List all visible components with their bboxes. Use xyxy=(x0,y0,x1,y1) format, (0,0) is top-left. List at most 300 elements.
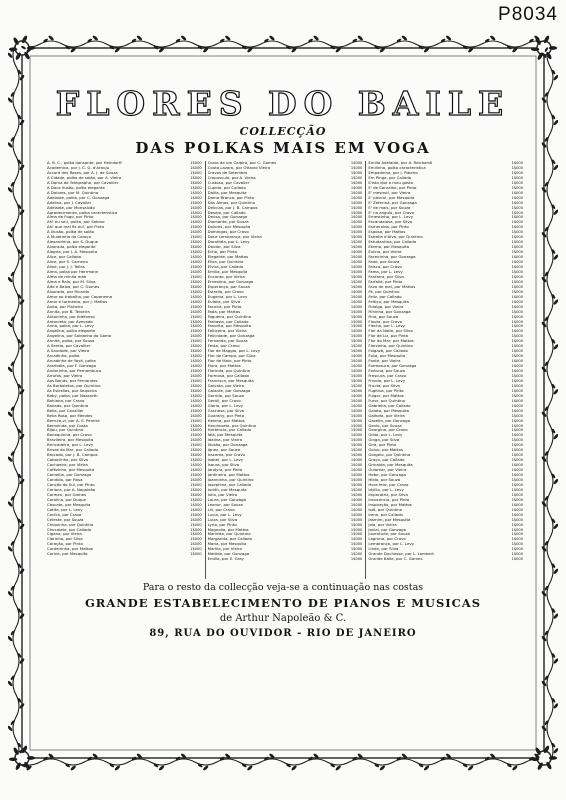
polka-title: Gaivota, por Vieira xyxy=(207,383,245,388)
polka-title: Araribóia, por F. Gonzaga xyxy=(47,364,97,369)
polka-title: Feliz, por Callado xyxy=(368,294,402,299)
polka-title: Faceirinha, por Gonzaga xyxy=(368,255,416,260)
polka-price: 1$000 xyxy=(511,497,523,502)
polka-title: Bella, por Cavallier xyxy=(47,408,84,413)
polka-price: 1$000 xyxy=(190,210,202,215)
polka-price: 1$000 xyxy=(350,482,363,487)
polka-price: 1$000 xyxy=(511,225,523,230)
polka-title: Camellia, por Gonzaga xyxy=(47,473,92,478)
polka-price: 1$000 xyxy=(350,552,363,557)
polka-price: 1$000 xyxy=(350,319,363,324)
polka-title: Esmeralda, por Pinto xyxy=(368,225,409,230)
polka-price: 1$000 xyxy=(511,359,523,364)
polka-price: 1$000 xyxy=(511,294,523,299)
polka-title: Idalina, por Vieira xyxy=(207,438,242,443)
polka-title: Emilia Adelaide, por A. Reichardt xyxy=(368,161,433,165)
polka-title: Galante, por Gonzaga xyxy=(207,388,251,393)
polka-price: 1$000 xyxy=(190,463,202,468)
polka-price: 1$000 xyxy=(350,190,363,195)
polka-price: 1$000 xyxy=(190,364,202,369)
polka-title: Helena, por Mattos xyxy=(207,418,245,423)
polka-title: E' de mais, por Souza xyxy=(368,205,411,210)
polka-title: Luiza, por Silva xyxy=(207,517,238,522)
polka-title: Dorothéa, por L. Levy xyxy=(207,240,250,245)
polka-title: A Dama do Telegrapho, por Cavallier xyxy=(47,180,119,185)
polka-price: 1$000 xyxy=(350,354,363,359)
polka-title: Arcadinha, polka xyxy=(47,354,80,359)
polka-title: Matilde, por Gonzaga xyxy=(207,552,250,557)
polka-title: Grinalda, por Mesquita xyxy=(368,463,413,468)
polka-title: Canção do Sul, por Pinto xyxy=(47,482,95,487)
polka-title: Flauta, por Cravo xyxy=(368,319,402,324)
polka-title: Idyllio, por L. Levy xyxy=(368,487,404,492)
polka-title: Das Almas, por Quintino xyxy=(207,200,255,205)
polka-title: Catita, por L. Levy xyxy=(47,507,83,512)
polka-price: 1$000 xyxy=(350,205,363,210)
polka-price: 1$000 xyxy=(511,354,523,359)
polka-title: Emilinha, polka caracteristica xyxy=(368,165,426,170)
polka-price: 1$000 xyxy=(511,334,523,339)
polka-title: Carmen, por Gomes xyxy=(47,492,87,497)
listing-column-3 xyxy=(368,161,523,579)
polka-price: 1$000 xyxy=(190,329,202,334)
polka-title: E' Zeferina, por Gonzaga xyxy=(368,200,417,205)
polka-price: 1$000 xyxy=(511,324,523,329)
polka-price: 1$000 xyxy=(190,428,202,433)
polka-price: 1$000 xyxy=(190,294,202,299)
polka-title: Guiomar, por Vieira xyxy=(368,468,407,473)
polka-price: 1$000 xyxy=(190,542,202,547)
polka-title: Filhinha, por Gonzaga xyxy=(368,309,411,314)
list-item xyxy=(47,552,202,557)
polka-title: Guarany, por Pinto xyxy=(207,413,245,418)
polka-price: 1$000 xyxy=(190,398,202,403)
polka-price: 1$000 xyxy=(190,418,202,423)
polka-price: 1$000 xyxy=(511,423,523,428)
polka-price: 1$000 xyxy=(350,314,363,319)
polka-price: 1$000 xyxy=(511,468,523,473)
polka-price: 1$000 xyxy=(511,473,523,478)
polka-title: Marilia, por Vieira xyxy=(207,547,242,552)
polka-price: 1$000 xyxy=(511,369,523,374)
polka-title: Furor, por Quintino xyxy=(368,398,406,403)
polka-price: 1$000 xyxy=(190,161,202,165)
polka-price: 1$000 xyxy=(350,170,363,175)
polka-price: 1$000 xyxy=(350,294,363,299)
polka-price: 1$000 xyxy=(190,383,202,388)
polka-title: Brazileira, por Mesquita xyxy=(47,438,94,443)
polka-price: 1$000 xyxy=(350,220,363,225)
polka-title: Em Pinga, por Callado xyxy=(368,175,412,180)
polka-price: 1$000 xyxy=(190,274,202,279)
polka-price: 1$000 xyxy=(511,507,523,512)
polka-price: 1$000 xyxy=(511,299,523,304)
publisher-establishment: GRANDE ESTABELECIMENTO DE PIANOS E MUSICAS xyxy=(84,596,482,610)
polka-price: 1$000 xyxy=(190,309,202,314)
polka-price: 1$000 xyxy=(190,537,202,542)
polka-title: Esposa, por Mattos xyxy=(368,230,406,235)
polka-price: 1$000 xyxy=(350,165,363,170)
polka-price: 1$000 xyxy=(350,185,363,190)
polka-title: Formosura, por Gonzaga xyxy=(368,364,417,369)
polka-price: 1$000 xyxy=(350,537,363,542)
polka-title: Clarinha, por Silva xyxy=(47,537,83,542)
polka-title: A. B. C., polka dansante, por Heindorff xyxy=(47,161,122,165)
polka-price: 1$000 xyxy=(190,195,202,200)
polka-title: Fé, por Quintino xyxy=(368,289,400,294)
polka-price: 1$000 xyxy=(190,443,202,448)
polka-title: Alma e Raio, por M. Silva xyxy=(47,279,96,284)
polka-title: Flecha, por L. Levy xyxy=(368,324,405,329)
polka-title: Gazella, por Gonzaga xyxy=(368,418,411,423)
polka-title: Jardineira, por Mattos xyxy=(207,473,250,478)
polka-title: Dama Branca, por Pinto xyxy=(207,195,254,200)
polka-title: Goivo, por Mattos xyxy=(368,448,403,453)
polka-title: Iaiá, por Mesquita xyxy=(207,433,243,438)
polka-listing xyxy=(47,161,523,579)
polka-title: Isabel, por L. Levy xyxy=(207,458,244,463)
polka-price: 1$000 xyxy=(511,255,523,260)
polka-price: 1$000 xyxy=(350,180,363,185)
polka-title: Graça, por Callado xyxy=(368,458,405,463)
polka-price: 1$000 xyxy=(511,314,523,319)
polka-price: 1$000 xyxy=(511,522,523,527)
polka-title: Lyrio, por Pinto xyxy=(207,522,237,527)
polka-price: 1$000 xyxy=(350,255,363,260)
polka-title: Ernestinha, por L. Levy xyxy=(368,215,414,220)
polka-title: Bonequinha, por Cravo xyxy=(47,433,92,438)
polka-price: 1$000 xyxy=(190,230,202,235)
polka-price: 1$000 xyxy=(190,245,202,250)
polka-price: 1$000 xyxy=(350,428,363,433)
polka-price: 1$000 xyxy=(350,245,363,250)
polka-price: 1$000 xyxy=(350,542,363,547)
polka-price: 1$000 xyxy=(511,463,523,468)
polka-title: Fada, por Mattos xyxy=(207,309,241,314)
polka-price: 1$000 xyxy=(511,364,523,369)
polka-title: Hebe, por Gonzaga xyxy=(368,473,406,478)
polka-title: Elisa, por Quintino xyxy=(207,260,244,265)
polka-title: Georgina, por Cravo xyxy=(368,428,408,433)
polka-price: 1$000 xyxy=(350,453,363,458)
polka-price: 1$000 xyxy=(350,408,363,413)
polka-title: Laura, por Gonzaga xyxy=(207,497,246,502)
polka-title: Cigana, por Vieira xyxy=(47,532,82,537)
polka-price: 1$000 xyxy=(190,378,202,383)
polka-title: Lucia, por L. Levy xyxy=(207,512,242,517)
polka-title: Esperança, por Souza xyxy=(207,284,250,289)
polka-title: Ioiô, por Quintino xyxy=(368,507,403,512)
polka-title: Inspiração, por Mattos xyxy=(368,502,412,507)
polka-price: 1$000 xyxy=(190,260,202,265)
polka-price: 1$000 xyxy=(511,180,523,185)
polka-price: 1$000 xyxy=(511,319,523,324)
polka-title: Cachoeira, por Vieira xyxy=(47,463,88,468)
polka-title: Elvira, por Callado xyxy=(207,265,244,270)
polka-price: 1$000 xyxy=(511,289,523,294)
polka-price: 1$000 xyxy=(511,240,523,245)
polka-title: Coração, por Pinto xyxy=(47,542,83,547)
polka-title: Alegria, por J. A. Mesquita xyxy=(47,250,98,255)
polka-title: Fructa, por Silva xyxy=(368,383,400,388)
polka-price: 1$000 xyxy=(190,349,202,354)
polka-price: 1$000 xyxy=(190,215,202,220)
polka-price: 1$000 xyxy=(190,497,202,502)
polka-price: 1$000 xyxy=(511,339,523,344)
polka-title: Illusão, por Gonzaga xyxy=(207,443,248,448)
polka-title: Jovial, por Gonzaga xyxy=(368,527,407,532)
polka-title: Cravos de Setembro xyxy=(207,170,248,175)
polka-title: Fugitiva, por Pinto xyxy=(368,388,404,393)
polka-price: 1$000 xyxy=(350,418,363,423)
polka-title: Imperatriz, por Silva xyxy=(368,492,408,497)
polka-title: Henriqueta, por Quintino xyxy=(207,423,257,428)
polka-price: 1$000 xyxy=(350,200,363,205)
polka-title: Fernanda, por Souza xyxy=(207,339,248,344)
polka-title: Cordeirinha, por Mattos xyxy=(47,547,93,552)
polka-title: Irene, por Callado xyxy=(368,512,403,517)
polka-price: 1$000 xyxy=(511,329,523,334)
polka-title: Flor da Noite, por Silva xyxy=(368,329,413,334)
polka-title: Bem-te-vi, por A. S. Pereira xyxy=(47,418,100,423)
polka-price: 1$000 xyxy=(511,383,523,388)
polka-title: Adelaide, por Monsalvão xyxy=(47,205,95,210)
polka-price: 1$000 xyxy=(350,487,363,492)
polka-title: Joanninha, por Quintino xyxy=(207,478,254,482)
polka-price: 1$000 xyxy=(350,532,363,537)
polka-price: 1$000 xyxy=(350,269,363,274)
polka-title: Alice, por Callado xyxy=(47,255,82,260)
polka-title: Jandyra, por Pinto xyxy=(207,468,243,473)
polka-title: Brisas do Mar, por Callado xyxy=(47,448,99,453)
polka-title: Ginga, por Silva xyxy=(368,438,400,443)
continuation-note: Para o resto da collecção veja-se a continuação nas costas xyxy=(142,582,424,593)
polka-price: 1$000 xyxy=(190,408,202,413)
polka-title: Antoninha, por Ildefonso xyxy=(47,314,95,319)
polka-price: 1$000 xyxy=(511,492,523,497)
polka-price: 1$000 xyxy=(511,393,523,398)
polka-title: Escandalosa, por Silva xyxy=(368,220,413,225)
polka-price: 1$000 xyxy=(511,304,523,309)
polka-title: Andorinha, por Pernambuco xyxy=(47,369,102,374)
polka-title: E'isto que o meu gosto xyxy=(368,180,413,185)
polka-title: Grande Baile, por C. Gomes xyxy=(368,557,423,562)
polka-price: 1$000 xyxy=(511,527,523,532)
polka-title: Innocencia, por Pinto xyxy=(368,497,410,502)
polka-title: Empadinha, por J. Ribeiro xyxy=(368,170,418,175)
polka-title: Antonieta, por Azevedo xyxy=(47,319,93,324)
polka-title: Doce Lembrança, por Vieira xyxy=(207,235,262,240)
polka-title: A illusão, polka de salão xyxy=(47,230,94,235)
polka-price: 1$000 xyxy=(190,175,202,180)
polka-price: 1$000 xyxy=(350,230,363,235)
polka-price: 1$000 xyxy=(190,319,202,324)
polka-title: Festa, por Cravo xyxy=(207,344,240,349)
polka-price: 1$000 xyxy=(190,478,202,482)
polka-price: 1$000 xyxy=(511,478,523,482)
polka-title: Juventude, por Souza xyxy=(368,532,410,537)
polka-title: Fortuna, por Souza xyxy=(368,369,406,374)
polka-title: Ernestina, por Gonzaga xyxy=(207,279,254,284)
polka-title: Bella Rosa, por Mendes xyxy=(47,413,93,418)
polka-price: 1$000 xyxy=(350,175,363,180)
polka-title: Alma de minha mãe xyxy=(47,274,87,279)
polka-title: Elegante, por Mattos xyxy=(207,255,249,260)
polka-title: Margarida, por Callado xyxy=(207,537,252,542)
polka-title: Eulalia, por Silva xyxy=(207,299,241,304)
polka-price: 1$000 xyxy=(350,225,363,230)
polka-price: 1$000 xyxy=(511,245,523,250)
polka-title: Custosa, por Cavalier xyxy=(207,180,250,185)
polka-title: Estrella d'Alva, por Quintino xyxy=(368,235,423,240)
polka-price: 1$000 xyxy=(190,354,202,359)
polka-price: 1$000 xyxy=(350,329,363,334)
polka-title: Alma de Fogo, por Pinto xyxy=(47,215,94,220)
polka-title: Desejo, por Callado xyxy=(207,210,246,215)
polka-price: 1$000 xyxy=(190,314,202,319)
main-title: FLORES DO BAILE xyxy=(55,84,511,123)
polka-title: A Sereia, por Cavallier xyxy=(47,344,91,349)
polka-title: Cecilia, por Cravo xyxy=(47,512,82,517)
polka-title: Farfalla, por Pinto xyxy=(368,279,403,284)
polka-price: 1$000 xyxy=(190,433,202,438)
polka-price: 1$000 xyxy=(190,359,202,364)
polka-price: 1$000 xyxy=(511,502,523,507)
polka-price: 1$000 xyxy=(350,423,363,428)
polka-title: Emilia, por Mesquita xyxy=(207,269,248,274)
polka-price: 1$000 xyxy=(350,403,363,408)
polka-title: Gabriella, por Callado xyxy=(368,403,411,408)
polka-price: 1$000 xyxy=(350,497,363,502)
polka-title: Aos Bonds, por Fernandes xyxy=(47,378,98,383)
polka-title: Couto Lazaro, por Ottavio Vieira xyxy=(207,165,271,170)
polka-price: 1$000 xyxy=(511,547,523,552)
polka-price: 1$000 xyxy=(190,502,202,507)
polka-price: 1$000 xyxy=(190,284,202,289)
polka-price: 1$000 xyxy=(190,200,202,205)
polka-price: 1$000 xyxy=(190,240,202,245)
polka-price: 1$000 xyxy=(190,304,202,309)
polka-price: 1$000 xyxy=(511,260,523,265)
polka-title: Judith, por Mesquita xyxy=(207,487,247,492)
polka-title: Bijou, por Quintino xyxy=(47,428,84,433)
polka-price: 1$000 xyxy=(511,552,523,557)
polka-title: Francisca, por Mesquita xyxy=(207,378,254,383)
collection-heading: DAS POLKAS MAIS EM VOGA xyxy=(135,139,431,157)
polka-price: 1$000 xyxy=(350,344,363,349)
polka-price: 1$000 xyxy=(511,274,523,279)
polka-title: Arcadinha de Yayá, polka xyxy=(47,359,96,364)
polka-title: As Estrellas, por Sequeira xyxy=(47,388,97,393)
polka-price: 1$000 xyxy=(511,200,523,205)
polka-title: Annita, polka, por Sousa xyxy=(47,339,95,344)
polka-price: 1$000 xyxy=(350,274,363,279)
polka-price: 1$000 xyxy=(190,324,202,329)
polka-title: Josephina, por Callado xyxy=(207,482,252,487)
polka-price: 1$000 xyxy=(190,265,202,270)
polka-title: Deusa, por Gonzaga xyxy=(207,215,248,220)
polka-price: 1$000 xyxy=(190,507,202,512)
polka-title: Alexandrina, por S. Duque xyxy=(47,240,99,245)
polka-price: 1$000 xyxy=(350,378,363,383)
polka-title: Alvorada, por Ricardo xyxy=(47,289,90,294)
polka-price: 1$000 xyxy=(511,542,523,547)
polka-title: Fulgor, por Mattos xyxy=(368,393,404,398)
polka-title: Carioca, por A. Napoleão xyxy=(47,487,96,492)
polka-price: 1$000 xyxy=(350,522,363,527)
polka-price: 1$000 xyxy=(511,279,523,284)
polka-price: 1$000 xyxy=(350,284,363,289)
polka-price: 1$000 xyxy=(190,339,202,344)
polka-title: Encanto, por Vieira xyxy=(207,274,245,279)
polka-title: Flor de Maio, por Pinto xyxy=(207,359,252,364)
polka-price: 1$000 xyxy=(511,398,523,403)
polka-price: 1$000 xyxy=(511,413,523,418)
polka-price: 1$000 xyxy=(350,265,363,270)
polka-price: 1$000 xyxy=(350,324,363,329)
polka-title: Angelina, por Saldanha da Gama xyxy=(47,334,112,339)
polka-price: 1$000 xyxy=(350,235,363,240)
polka-price: 1$000 xyxy=(190,220,202,225)
polka-price: 1$000 xyxy=(190,482,202,487)
catalog-id-stamp: P8034 xyxy=(498,4,558,25)
polka-price: 1$000 xyxy=(190,438,202,443)
polka-price: 1$000 xyxy=(190,344,202,349)
polka-title: Bemvinda, por Costa xyxy=(47,423,88,428)
polka-price: 1$000 xyxy=(190,492,202,497)
polka-title: Fonte, por Vieira xyxy=(368,359,401,364)
polka-price: 1$000 xyxy=(350,438,363,443)
polka-price: 1$000 xyxy=(511,408,523,413)
polka-price: 1$000 xyxy=(190,235,202,240)
polka-title: Feitiço, por Mesquita xyxy=(368,299,409,304)
polka-title: Hora feliz, por Cravo xyxy=(368,482,409,487)
polka-price: 1$000 xyxy=(190,185,202,190)
polka-price: 1$000 xyxy=(350,547,363,552)
publisher-address: 89, RUA DO OUVIDOR - RIO DE JANEIRO xyxy=(149,628,417,639)
polka-price: 1$000 xyxy=(190,468,202,473)
polka-price: 1$000 xyxy=(350,369,363,374)
polka-price: 1$000 xyxy=(190,517,202,522)
polka-title: Fanfarra, por Silva xyxy=(368,274,404,279)
polka-price: 1$000 xyxy=(190,393,202,398)
polka-title: Florzinha, por Quintino xyxy=(368,344,413,349)
polka-title: Anita, por Pinheiro xyxy=(47,304,83,309)
polka-price: 1$000 xyxy=(350,527,363,532)
polka-title: Gaiata, por Mesquita xyxy=(368,408,409,413)
polka-title: Genio, por Souza xyxy=(368,423,402,428)
polka-title: Anna, polka, por L. Levy xyxy=(47,324,94,329)
polka-price: 1$000 xyxy=(511,250,523,255)
polka-title: Flora, por Mattos xyxy=(207,364,241,369)
polka-price: 1$000 xyxy=(350,517,363,522)
list-item xyxy=(208,557,363,562)
polka-price: 1$000 xyxy=(190,279,202,284)
polka-title: Folgazã, por Callado xyxy=(368,349,408,354)
list-item xyxy=(368,557,523,562)
polka-price: 1$000 xyxy=(350,443,363,448)
polka-price: 1$000 xyxy=(350,448,363,453)
polka-title: E' mesmo!, por Vieira xyxy=(368,190,411,195)
polka-price: 1$000 xyxy=(511,448,523,453)
polka-price: 1$000 xyxy=(190,527,202,532)
polka-price: 1$000 xyxy=(190,512,202,517)
polka-price: 1$000 xyxy=(350,398,363,403)
polka-price: 1$000 xyxy=(511,235,523,240)
polka-title: Baby, polka, por Nazareth xyxy=(47,393,98,398)
polka-price: 1$000 xyxy=(190,299,202,304)
polka-title: Fantasia, por Callado xyxy=(207,319,249,324)
